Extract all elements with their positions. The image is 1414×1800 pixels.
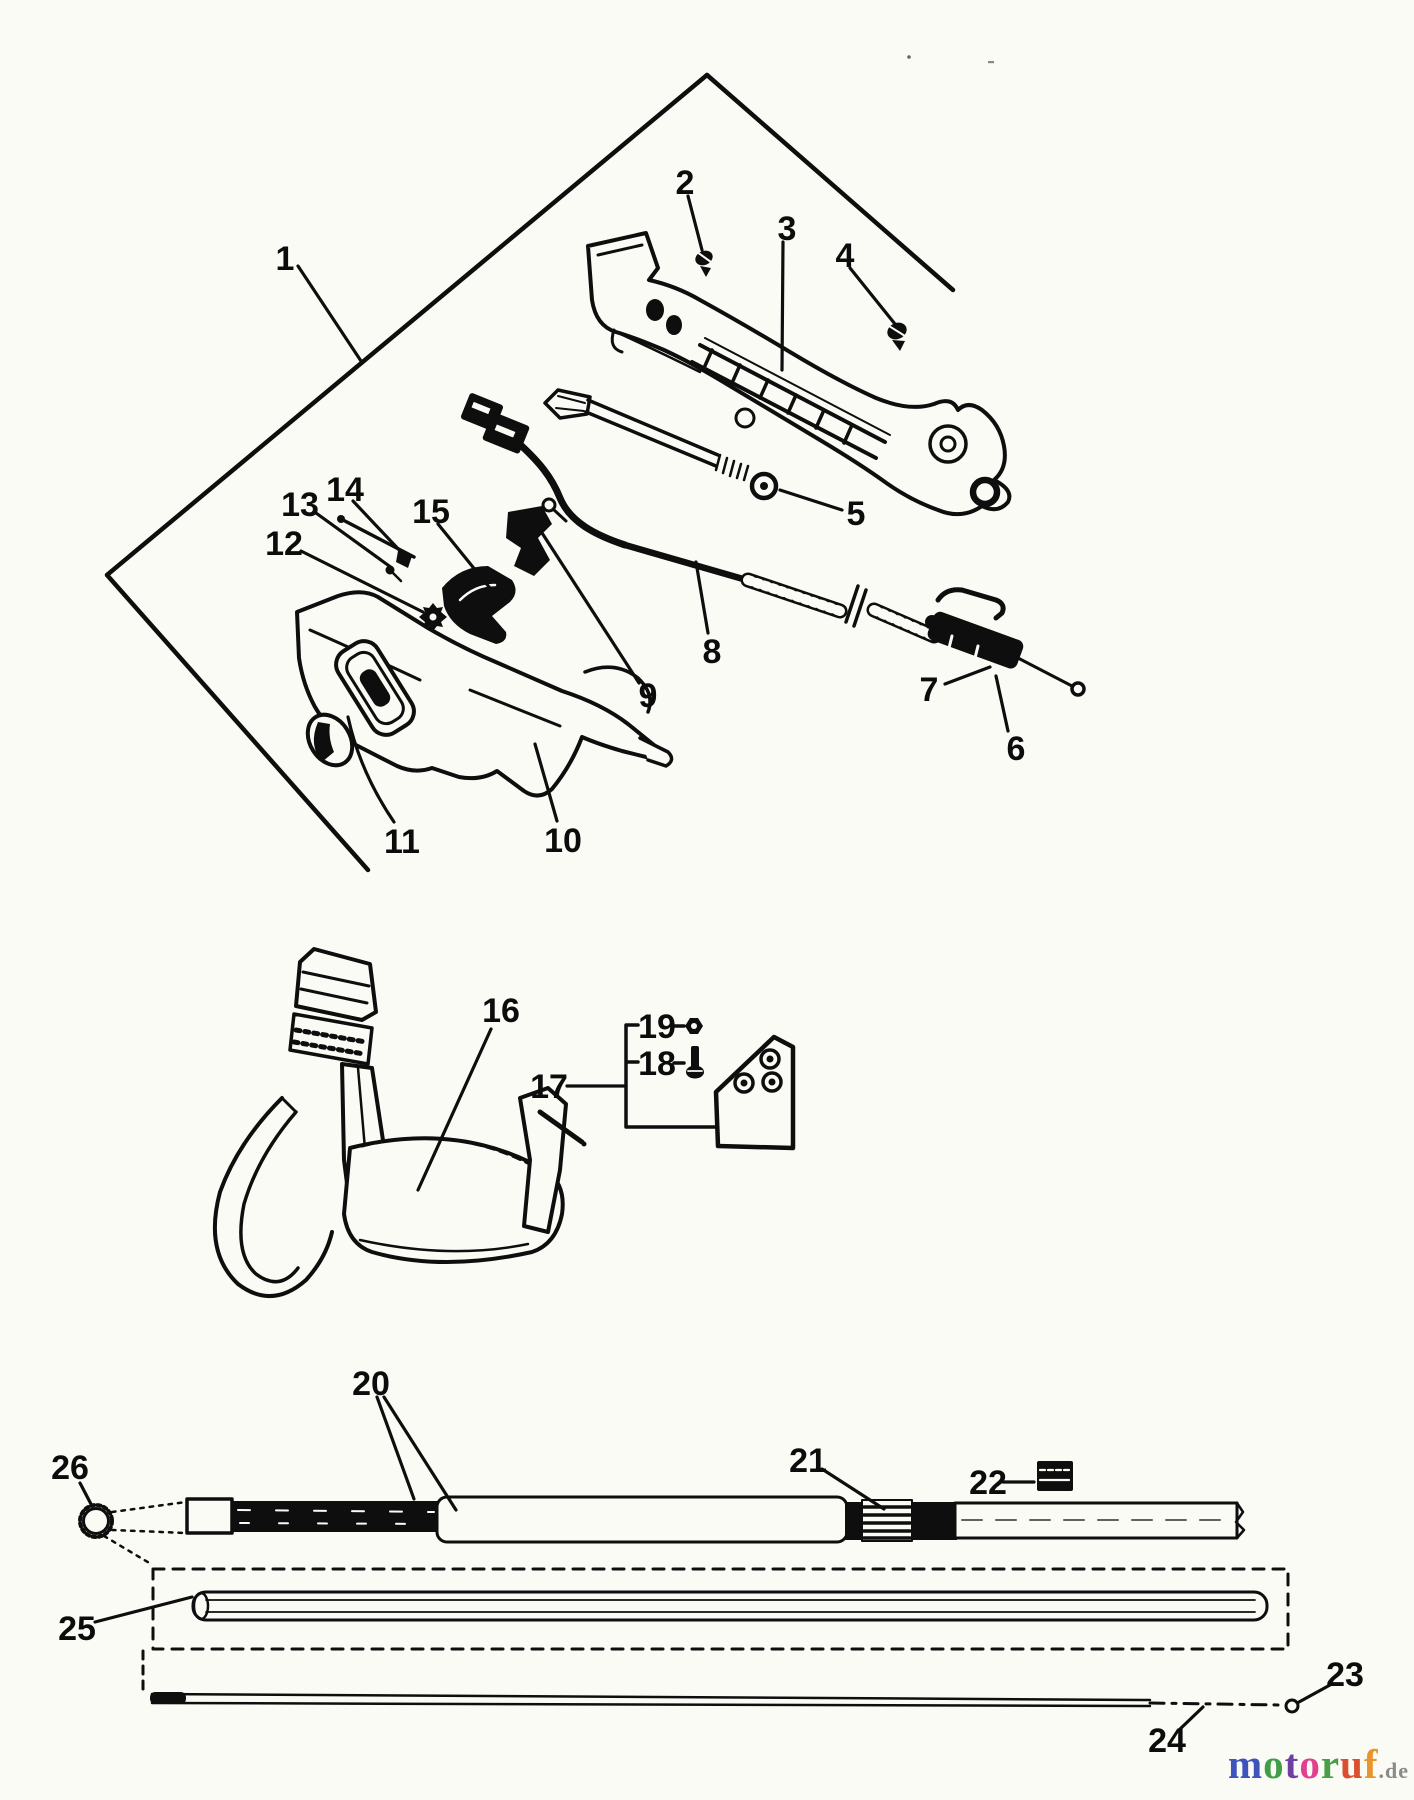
part-screw-2: [693, 248, 715, 277]
part-cable-adjuster: [925, 590, 1025, 671]
part-clamp-22: [1037, 1461, 1073, 1491]
callout-17: 17: [530, 1068, 568, 1106]
part-switch-connector: [460, 392, 566, 521]
part-gear-end: [84, 1509, 109, 1534]
callout-14: 14: [326, 471, 364, 509]
logo-letter: r: [1320, 1741, 1341, 1787]
callout-8-leader: [696, 562, 708, 633]
logo-letter: t: [1284, 1741, 1300, 1787]
callout-11: 11: [384, 823, 420, 861]
callout-15: 15: [412, 493, 450, 531]
part-throttle-cable: [515, 440, 1084, 695]
callout-12: 12: [265, 525, 303, 563]
callout-6: 6: [1006, 730, 1026, 768]
callout-24: 24: [1148, 1722, 1186, 1760]
logo-letter: m: [1228, 1741, 1264, 1787]
callout-7: 7: [919, 671, 939, 709]
callout-4: 4: [835, 237, 855, 275]
part-liner-rod: [143, 1651, 1298, 1712]
motoruf-logo: [1228, 1740, 1409, 1788]
part-bolt: [686, 1046, 704, 1079]
callout-19: 19: [638, 1008, 676, 1046]
callout-1-leader: [298, 266, 361, 361]
part-nut: [685, 1018, 703, 1034]
logo-suffix: .de: [1378, 1758, 1409, 1783]
part-shaft-housing-tube: [153, 1569, 1288, 1649]
callout-6-leader: [996, 676, 1008, 731]
part-drive-shaft-assembly: [80, 1461, 1244, 1564]
part-coupler: [862, 1500, 912, 1541]
callout-5-leader: [780, 490, 842, 510]
callout-20: 20: [352, 1365, 390, 1403]
part-throttle-lock-lever: [442, 566, 516, 644]
callout-8: 8: [702, 633, 722, 671]
callout-3-leader: [782, 242, 783, 370]
part-mount-plate: [716, 1037, 793, 1148]
callout-5: 5: [846, 495, 866, 533]
part-interlock-bracket: [506, 506, 552, 576]
callout-2-leader: [688, 196, 702, 250]
logo-letter: o: [1263, 1741, 1285, 1787]
part-screw-4: [885, 320, 910, 351]
callout-25-leader: [95, 1597, 192, 1622]
callout-1: 1: [275, 240, 295, 278]
scan-specks: [907, 55, 994, 63]
callout-9: 9: [638, 677, 658, 715]
logo-letter: o: [1299, 1741, 1321, 1787]
callout-10: 10: [544, 822, 582, 860]
part-throttle-rod: [545, 390, 776, 498]
callout-16: 16: [482, 992, 520, 1030]
callout-22: 22: [969, 1464, 1007, 1502]
callout-2: 2: [675, 164, 695, 202]
callout-25: 25: [58, 1610, 96, 1648]
part-upper-handle-housing: [588, 233, 1009, 514]
callout-20-leader-b: [384, 1397, 456, 1510]
callout-7-leader: [945, 667, 990, 684]
callout-3: 3: [777, 210, 797, 248]
part-grip-tube: [437, 1497, 847, 1542]
callout-26: 26: [51, 1449, 89, 1487]
callout-18: 18: [638, 1045, 676, 1083]
callout-4-leader: [850, 268, 895, 324]
callout-21: 21: [789, 1442, 827, 1480]
callout-23: 23: [1326, 1656, 1364, 1694]
part-shoulder-strap: [215, 949, 587, 1296]
strap-clasp: [520, 1088, 587, 1232]
logo-letter: u: [1340, 1741, 1364, 1787]
callout-13: 13: [281, 486, 319, 524]
logo-letter: f: [1363, 1741, 1379, 1787]
